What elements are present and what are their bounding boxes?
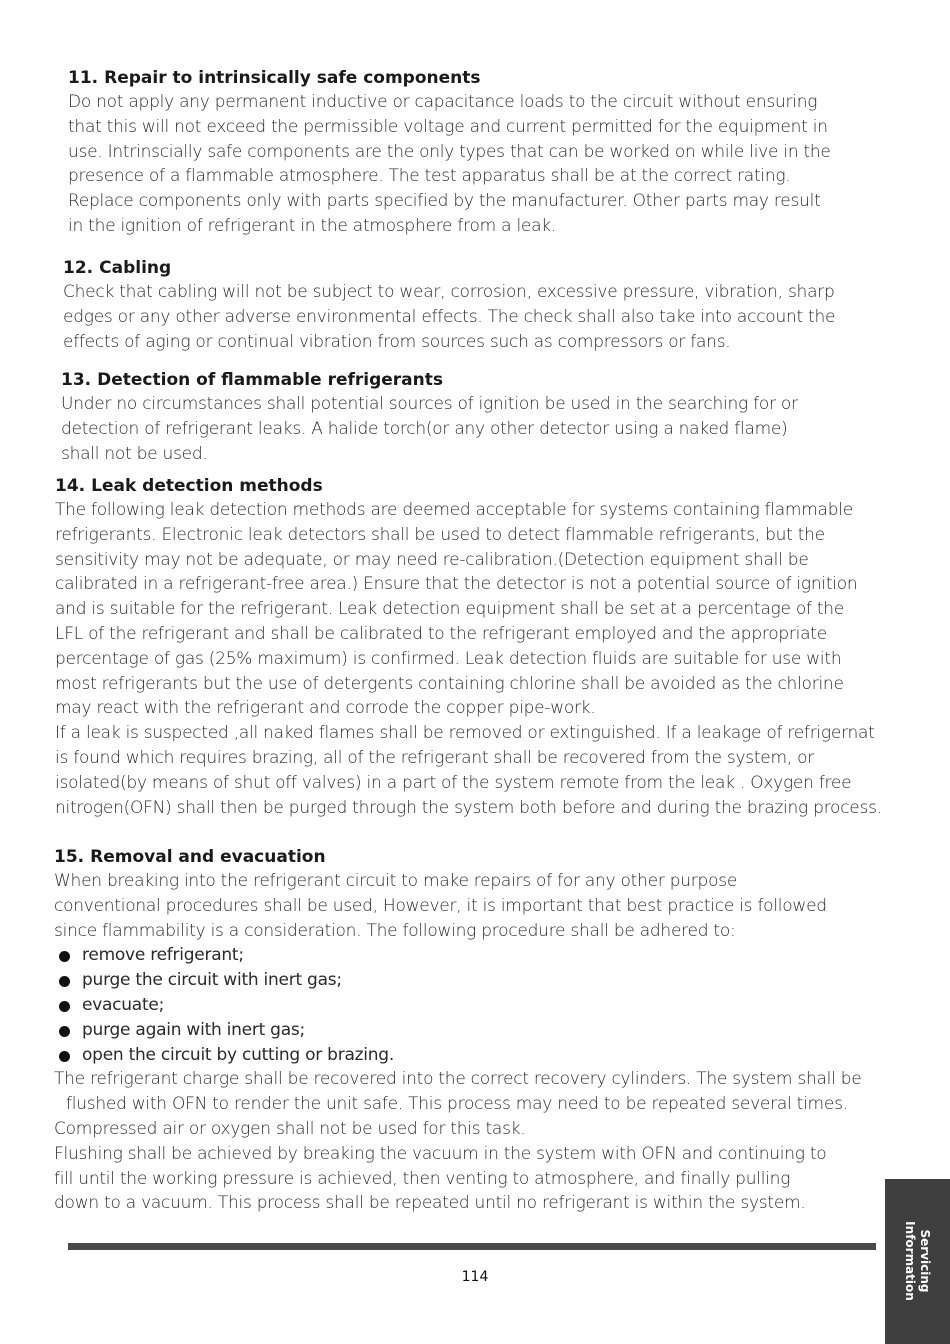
section-heading: 13. Detection of flammable refrigerants — [61, 370, 443, 390]
bullet-icon — [59, 1051, 70, 1062]
section-heading: 14. Leak detection methods — [55, 476, 323, 496]
body-line: The refrigerant charge shall be recovered into the correct recovery cylinders. The system shall be — [54, 1069, 862, 1090]
side-tab-label: Servicing Information — [903, 1221, 932, 1301]
body-line: Compressed air or oxygen shall not be used for this task. — [54, 1118, 526, 1139]
body-line: Check that cabling will not be subject to wear, corrosion, excessive pressure, vibration, sharp — [63, 282, 835, 302]
bullet-icon — [59, 1026, 70, 1037]
body-line: Do not apply any permanent inductive or capacitance loads to the circuit without ensuring — [68, 92, 818, 112]
page-number: 114 — [461, 1269, 489, 1285]
body-line: percentage of gas (25% maximum) is confirmed. Leak detection fluids are suitable for use with — [55, 648, 842, 669]
body-line: fill until the working pressure is achieved, then venting to atmosphere, and finally pulling — [54, 1168, 791, 1189]
body-line: most refrigerants but the use of detergents containing chlorine shall be avoided as the chlorine — [55, 673, 844, 694]
body-line: Under no circumstances shall potential sources of ignition be used in the searching for or — [61, 394, 798, 414]
list-item: remove refrigerant; — [54, 943, 924, 968]
body-line: conventional procedures shall be used, However, it is important that best practice is followed — [54, 895, 827, 916]
section-heading: 12. Cabling — [63, 258, 172, 278]
body-line: presence of a flammable atmosphere. The test apparatus shall be at the correct rating. — [68, 166, 791, 187]
section-13 — [61, 368, 901, 466]
bullet-icon — [59, 951, 70, 962]
body-line: When breaking into the refrigerant circuit to make repairs of for any other purpose — [54, 871, 738, 891]
body-line: Replace components only with parts specified by the manufacturer. Other parts may result — [68, 191, 821, 212]
body-line: The following leak detection methods are deemed acceptable for systems containing flammable — [55, 500, 853, 520]
body-line: may react with the refrigerant and corrode the copper pipe-work. — [55, 698, 596, 719]
bullet-icon — [59, 1001, 70, 1012]
section-heading: 11. Repair to intrinsically safe components — [68, 68, 481, 88]
procedure-list — [54, 943, 924, 1067]
list-item: evacuate; — [54, 993, 924, 1018]
body-line: If a leak is suspected ,all naked flames shall be removed or extinguished. If a leakage of refrigernat — [55, 723, 875, 744]
body-line: in the ignition of refrigerant in the atmosphere from a leak. — [68, 215, 557, 236]
body-line: that this will not exceed the permissible voltage and current permitted for the equipment in — [68, 116, 828, 137]
section-11 — [68, 66, 898, 239]
body-line: detection of refrigerant leaks. A halide torch(or any other detector using a naked flame) — [61, 418, 788, 439]
section-15 — [54, 845, 924, 1216]
body-line: Flushing shall be achieved by breaking the vacuum in the system with OFN and continuing to — [54, 1143, 827, 1164]
section-heading: 15. Removal and evacuation — [54, 847, 326, 867]
body-line: calibrated in a refrigerant-free area.) Ensure that the detector is not a potential source of ignition — [55, 574, 858, 595]
list-item: purge the circuit with inert gas; — [54, 968, 924, 993]
body-line: effects of aging or continual vibration from sources such as compressors or fans. — [63, 331, 731, 352]
body-line: refrigerants. Electronic leak detectors shall be used to detect flammable refrigerants, but the — [55, 524, 825, 545]
list-item: open the circuit by cutting or brazing. — [54, 1043, 924, 1068]
body-line: edges or any other adverse environmental effects. The check shall also take into account the — [63, 306, 836, 327]
body-line: isolated(by means of shut off valves) in a part of the system remote from the leak . Oxygen free — [55, 772, 852, 793]
body-line: nitrogen(OFN) shall then be purged through the system both before and during the brazing process. — [55, 797, 882, 818]
body-line: is found which requires brazing, all of the refrigerant shall be recovered from the system, or — [55, 747, 814, 768]
footer-rule — [68, 1243, 876, 1250]
body-line: sensitivity may not be adequate, or may need re-calibration.(Detection equipment shall be — [55, 549, 809, 570]
body-line: down to a vacuum. This process shall be repeated until no refrigerant is within the system. — [54, 1193, 806, 1214]
body-line: use. Intrinscially safe components are the only types that can be worked on while live in the — [68, 141, 831, 162]
body-line: shall not be used. — [61, 443, 208, 464]
side-tab — [885, 1179, 950, 1344]
section-12 — [63, 256, 903, 354]
section-14 — [55, 474, 935, 820]
body-line: LFL of the refrigerant and shall be calibrated to the refrigerant employed and the appropriate — [55, 623, 827, 644]
body-line: and is suitable for the refrigerant. Leak detection equipment shall be set at a percentage of the — [55, 599, 845, 620]
body-line: flushed with OFN to render the unit safe. This process may need to be repeated several times. — [66, 1094, 848, 1115]
bullet-icon — [59, 976, 70, 987]
body-line: since flammability is a consideration. The following procedure shall be adhered to: — [54, 920, 736, 941]
list-item: purge again with inert gas; — [54, 1018, 924, 1043]
